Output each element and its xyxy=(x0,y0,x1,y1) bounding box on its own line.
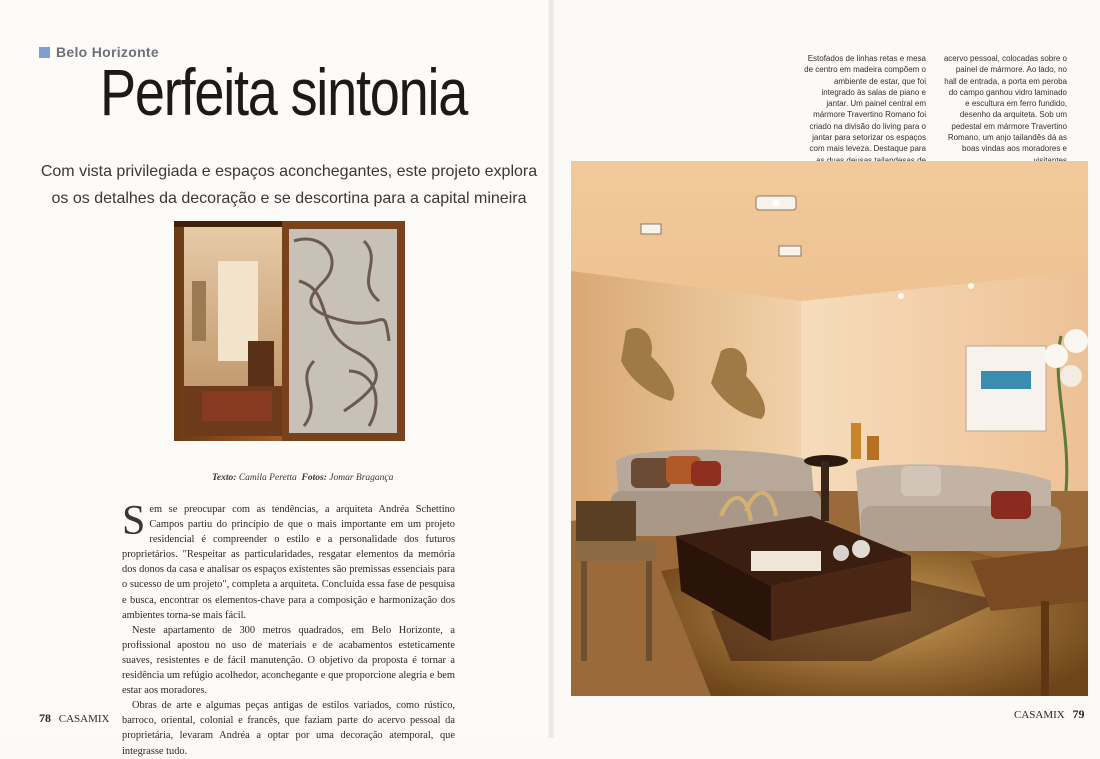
photo-credit-label: Fotos: xyxy=(301,473,327,483)
living-room-photo xyxy=(571,161,1088,696)
article-body xyxy=(122,498,455,759)
page-number-right: 79 xyxy=(1072,707,1085,721)
folio-left xyxy=(39,711,109,726)
text-credit-label: Texto: xyxy=(212,473,237,483)
photo-caption-col1: Estofados de linhas retas e mesa de centro em madeira compõem o ambiente de estar, que foi integrado às salas de piano e jantar. Um painel central em mármore Travertino Romano foi criado na divisão do living para o jantar para setorizar os espaços com mais leveza. Destaque para xyxy=(804,54,926,154)
section-square-icon xyxy=(39,47,50,58)
body-paragraph-3: Obras de arte e algumas peças antigas de estilos variados, como rústico, barroco, oriental, colonial e francês, que faziam parte do acervo pessoal da proprietária, levaram Andréa a optar por uma decoração atemporal, que integrasse tudo. xyxy=(122,700,455,757)
drop-cap: S xyxy=(122,498,146,544)
section-label: Belo Horizonte xyxy=(56,44,159,60)
page-gutter xyxy=(548,0,554,738)
folio-right xyxy=(1014,707,1084,722)
magazine-name-right: CASAMIX xyxy=(1014,709,1065,721)
body-paragraph-1-text: em se preocupar com as tendências, a arquiteta Andréa Schettino Campos partiu do princípio de que o mais importante em um projeto residencial é compreender o estilo e a personalidade dos futuros proprietários. "Respeitar as particularidades, resgatar elementos da memória dos donos da casa e analisar os espaços existentes são premissas essenciais para o sucesso de um projeto", completa a arquiteta. Concluída essa fase de pesquisa e busca, encontrar os elementos-chave para a composição e harmonização dos ambientes torna-se mais fácil. xyxy=(122,504,455,621)
article-subtitle: Com vista privilegiada e espaços aconchegantes, este projeto explora os os detalhes da decoração e se descortina para a capital mineira xyxy=(40,163,538,207)
text-credit-author: Camila Peretta xyxy=(238,473,297,483)
magazine-name-left: CASAMIX xyxy=(58,713,110,725)
hall-door-photo xyxy=(174,221,405,441)
body-paragraph-2: Neste apartamento de 300 metros quadrados, em Belo Horizonte, a profissional apostou no uso de materiais e de acabamentos esteticamente suaves, resistentes e de fácil manutenção. O objetivo da proposta é tornar a residência um refúgio acolhedor, aconchegante e que proporcione alegria e bem estar aos moradores. xyxy=(122,624,455,697)
page-number-left: 78 xyxy=(39,711,51,725)
photo-credit-author: Jomar Bragança xyxy=(329,473,394,483)
photo-caption-col2: acervo pessoal, colocadas sobre o painel de mármore. Ao lado, no hall de entrada, a porta em peroba do campo ganhou vidro laminado e escultura em ferro fundido, desenho da arquiteta. Sob um pedestal em mármore Travertino Romano, um anjo tailandês dá as boas vindas aos moradores e xyxy=(943,54,1067,154)
photo-credits xyxy=(212,473,393,483)
article-title: Perfeita sintonia xyxy=(100,55,468,129)
body-paragraph-1 xyxy=(122,498,455,623)
